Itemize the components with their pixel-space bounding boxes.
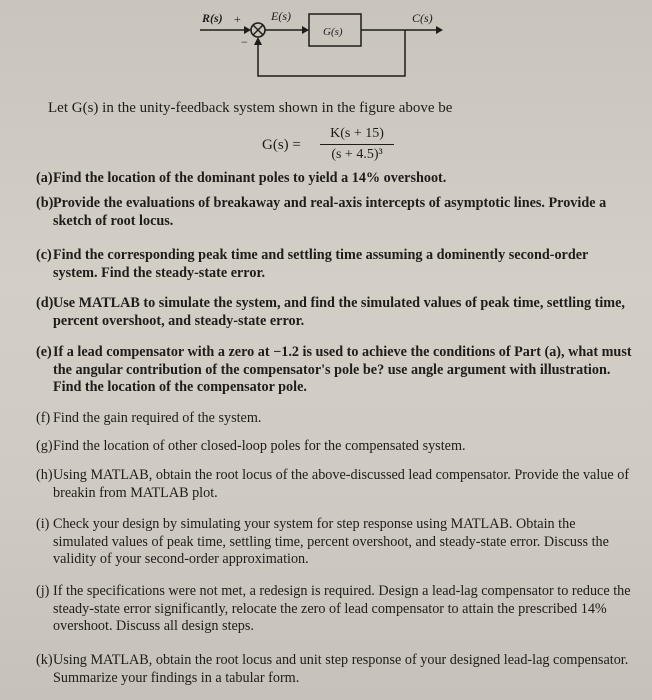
output-label: C(s) <box>412 11 433 25</box>
question-label: (c) <box>36 247 52 263</box>
question-item-f <box>36 410 632 428</box>
formula-numerator: K(s + 15) <box>330 126 384 141</box>
question-label: (g) <box>36 438 53 454</box>
minus-sign: − <box>241 35 248 49</box>
question-label: (h) <box>36 467 53 483</box>
question-label: (k) <box>36 652 53 668</box>
question-item-h <box>36 467 632 502</box>
question-label: (e) <box>36 344 52 360</box>
question-text: Using MATLAB, obtain the root locus and unit step response of your designed lead-lag compensator. Summarize your findings in a tabular form. <box>53 652 629 686</box>
question-text: Check your design by simulating your system for step response using MATLAB. Obtain the simulated values of peak time, settling time, percent overshoot, and steady-state error. Discuss the validity of your second-order approximation. <box>53 516 609 567</box>
question-item-j <box>36 583 632 636</box>
question-text: If the specifications were not met, a redesign is required. Design a lead-lag compensator to reduce the steady-state error significantly, relocate the zero of lead compensator to attain the prescribed 14% overshoot. Discuss all design steps. <box>53 583 631 634</box>
question-item-b <box>36 195 632 230</box>
intro-text: Let G(s) in the unity-feedback system shown in the figure above be <box>48 100 453 116</box>
question-text: Find the location of other closed-loop poles for the compensated system. <box>53 438 466 454</box>
question-text: Find the corresponding peak time and settling time assuming a dominently second-order system. Find the steady-state error. <box>53 247 589 281</box>
block-diagram <box>0 0 652 92</box>
error-label: E(s) <box>271 9 291 23</box>
fraction-bar <box>320 144 394 145</box>
formula-lhs: G(s) = <box>262 137 301 153</box>
formula-fraction <box>320 125 394 164</box>
question-label: (j) <box>36 583 50 599</box>
question-item-a <box>36 170 632 188</box>
formula-denominator: (s + 4.5)³ <box>331 147 383 162</box>
input-arrowhead <box>244 26 251 34</box>
question-item-d <box>36 295 632 330</box>
question-text: Using MATLAB, obtain the root locus of the above-discussed lead compensator. Provide the value of breakin from MATLAB plot. <box>53 467 630 501</box>
question-label: (f) <box>36 410 51 426</box>
question-label: (d) <box>36 295 54 311</box>
feedback-arrowhead <box>254 37 262 45</box>
question-item-k <box>36 652 632 687</box>
question-text: Provide the evaluations of breakaway and real-axis intercepts of asymptotic lines. Provide a sketch of root locus. <box>53 195 607 229</box>
question-item-i <box>36 516 632 569</box>
block-label: G(s) <box>323 26 343 38</box>
question-item-e <box>36 344 632 397</box>
question-item-c <box>36 247 632 282</box>
question-text: Use MATLAB to simulate the system, and find the simulated values of peak time, settling time, percent overshoot, and steady-state error. <box>53 295 625 329</box>
plus-sign: + <box>234 12 241 26</box>
question-label: (a) <box>36 170 53 186</box>
output-arrowhead <box>436 26 443 34</box>
error-arrowhead <box>302 26 309 34</box>
input-label: R(s) <box>202 11 223 25</box>
question-text: If a lead compensator with a zero at −1.2 is used to achieve the conditions of Part (a), what must the angular contribution of the compensator's pole be? use angle argument with illustration. Find the location of the compensator pole. <box>53 344 632 395</box>
question-text: Find the gain required of the system. <box>53 410 262 426</box>
question-text: Find the location of the dominant poles to yield a 14% overshoot. <box>53 170 447 186</box>
question-label: (b) <box>36 195 54 211</box>
question-item-g <box>36 438 632 456</box>
question-label: (i) <box>36 516 50 532</box>
